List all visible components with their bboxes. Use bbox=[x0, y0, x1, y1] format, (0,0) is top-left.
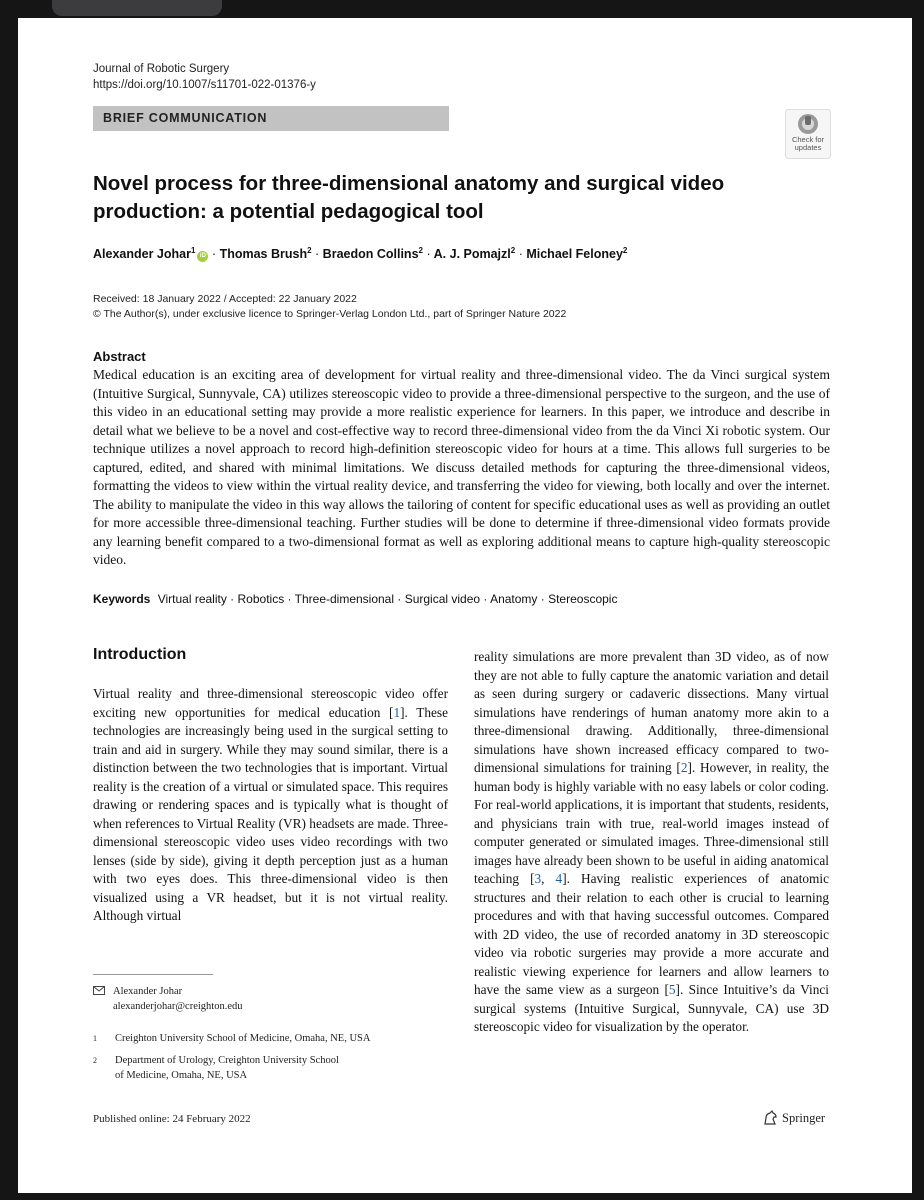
citation-link[interactable]: 5 bbox=[668, 982, 676, 997]
publisher-name: Springer bbox=[782, 1111, 826, 1125]
author-list bbox=[93, 246, 853, 262]
affiliation-line: of Medicine, Omaha, NE, USA bbox=[115, 1070, 248, 1081]
author-name[interactable]: Thomas Brush bbox=[219, 247, 308, 262]
article-title: Novel process for three-dimensional anatomy and surgical video production: a potential pedagogical tool bbox=[93, 172, 725, 223]
author-separator: · bbox=[426, 247, 431, 262]
correspondence bbox=[93, 984, 243, 1014]
affiliation-line: Department of Urology, Creighton University School bbox=[115, 1055, 339, 1066]
introduction-heading: Introduction bbox=[93, 646, 187, 663]
author-affiliation: 1 bbox=[190, 246, 196, 255]
author-affiliation: 2 bbox=[510, 246, 516, 255]
citation-link[interactable]: 1 bbox=[393, 704, 401, 720]
orcid-icon[interactable]: iD bbox=[197, 251, 208, 262]
article-type-banner: BRIEF COMMUNICATION bbox=[93, 106, 449, 131]
window-drag-handle[interactable] bbox=[52, 0, 222, 16]
body-column-right bbox=[474, 648, 829, 1037]
springer-horse-icon bbox=[763, 1110, 779, 1125]
abstract-heading: Abstract bbox=[93, 349, 146, 364]
author-affiliation: 2 bbox=[307, 246, 312, 255]
body-text: ]. However, in reality, the human body is highly variable with no easy labels or color coding. For real-world applications, it is important that students, residents, and physicians train with true, real-world images instead of computer generated or simulated images. Three-dimensional still images have already been shown to be useful in aiding anatomical teaching [ bbox=[474, 760, 829, 886]
doi-link[interactable]: https://doi.org/10.1007/s11701-022-01376-y bbox=[93, 79, 316, 91]
citation-link[interactable]: 4 bbox=[555, 871, 563, 886]
author-separator: · bbox=[211, 247, 217, 262]
journal-name: Journal of Robotic Surgery bbox=[93, 63, 230, 75]
body-text: ]. Since Intuitive’s da Vinci surgical systems (Intuitive Surgical, Sunnyvale, CA) use 3D stereoscopic video for visualization by the operator. bbox=[474, 982, 829, 1034]
affiliation-text: Creighton University School of Medicine, Omaha, NE, USA bbox=[115, 1033, 371, 1044]
body-text: Virtual reality and three-dimensional stereoscopic video offer exciting new opportunities for medical education [ bbox=[93, 686, 448, 720]
published-date: Published online: 24 February 2022 bbox=[93, 1113, 251, 1125]
keywords-list: Virtual reality · Robotics · Three-dimensional · Surgical video · Anatomy · Stereoscopic bbox=[157, 592, 618, 606]
copyright-notice: © The Author(s), under exclusive licence to Springer-Verlag London Ltd., part of Springer Nature 2022 bbox=[93, 308, 567, 320]
corresponding-author: Alexander Johar bbox=[113, 986, 183, 997]
author-name[interactable]: Alexander Johar bbox=[93, 247, 191, 262]
article-page bbox=[18, 18, 912, 1193]
keywords bbox=[93, 592, 617, 606]
body-text: ]. Having realistic experiences of anatomic structures and their relation to each other is crucial to learning procedures and with that having successful outcomes. Compared with 2D video, the use of recorded anatomy in 3D stereoscopic video via robotic surgeries may provide a more accurate and realistic viewing experience for learners and allow learners to have the same view as a surgeon [ bbox=[474, 871, 829, 997]
author-affiliation: 2 bbox=[418, 246, 423, 255]
affiliation-text bbox=[115, 1053, 339, 1083]
article-dates bbox=[93, 292, 566, 322]
author-name[interactable]: A. J. Pomajzl bbox=[433, 247, 511, 262]
body-column-left bbox=[93, 685, 448, 926]
check-updates-icon bbox=[797, 113, 819, 135]
author-affiliation: 2 bbox=[622, 246, 628, 255]
corresponding-email[interactable]: alexanderjohar@creighton.edu bbox=[113, 1001, 243, 1012]
footnote-divider bbox=[93, 974, 213, 975]
citation-link[interactable]: 2 bbox=[680, 760, 688, 775]
publisher-logo bbox=[763, 1110, 825, 1126]
affiliation-number: 1 bbox=[93, 1034, 97, 1043]
author-name[interactable]: Michael Feloney bbox=[526, 247, 623, 262]
affiliation bbox=[93, 1031, 370, 1046]
author-separator: · bbox=[518, 247, 523, 262]
check-for-updates-badge[interactable] bbox=[785, 109, 831, 159]
abstract-text: Medical education is an exciting area of development for virtual reality and three-dimensional video. The da Vinci surgical system (Intuitive Surgical, Sunnyvale, CA) utilizes stereoscopic video to provide a three-dimensional perspective to the surgeon, and the use of this video in an educational setting may provide a more realistic experience for learners. In this paper, we introduce and describe in detail what we believe to be a novel and cost-effective way to record three-dimensional video from the da Vinci Xi robotic system. Our technique utilizes a novel approach to record high-definition stereoscopic video for hours at a time. This allows full surgeries to be captured, edited, and shared with minimal limitations. We discuss detailed methods for capturing the three-dimensional videos, formatting the videos to view within the virtual reality device, and transferring the video for viewing, both locally and over the internet. The ability to manipulate the video in this way allows the tailoring of content for specific educational uses as well as providing an outlet for more accessible three-dimensional teaching. Further studies will be done to determine if three-dimensional video formats provide any learning benefit compared to a two-dimensional format as well as exploring additional means to capture high-quality stereoscopic video. bbox=[93, 367, 830, 567]
author-name[interactable]: Braedon Collins bbox=[322, 247, 419, 262]
check-updates-line2: updates bbox=[794, 143, 822, 152]
mail-icon bbox=[93, 986, 105, 995]
author-separator: · bbox=[315, 247, 320, 262]
body-text: , bbox=[541, 871, 556, 886]
received-accepted-dates: Received: 18 January 2022 / Accepted: 22 January 2022 bbox=[93, 293, 357, 305]
journal-header bbox=[93, 61, 316, 93]
affiliation bbox=[93, 1053, 339, 1083]
body-text: ]. These technologies are increasingly being used in the surgical setting to train and aid in surgery. While they may sound similar, there is a distinction between the two technologies that is important. Virtual reality is the creation of a virtual or simulated space. This requires drawing or rendering spaces and is typically what is thought of when references to Virtual Reality (VR) headsets are made. Three-dimensional stereoscopic video uses video recordings with two lenses (side by side), giving it depth perception just as a human with two eyes does. This three-dimensional video is then visualized using a VR headset, but it is not virtual reality. Although virtual bbox=[93, 704, 448, 923]
check-updates-line1: Check for bbox=[791, 135, 825, 144]
keywords-label: Keywords bbox=[93, 592, 151, 606]
citation-link[interactable]: 3 bbox=[534, 871, 542, 886]
body-text: reality simulations are more prevalent than 3D video, as of now they are not able to fully capture the anatomic variation and detail as seen during surgery or cadaveric dissections. Many virtual simulations have renderings of human anatomy more akin to a three-dimensional drawing. Additionally, three-dimensional simulations have shown increased efficacy compared to two-dimensional simulations for training [ bbox=[474, 649, 829, 775]
affiliation-number: 2 bbox=[93, 1056, 97, 1065]
